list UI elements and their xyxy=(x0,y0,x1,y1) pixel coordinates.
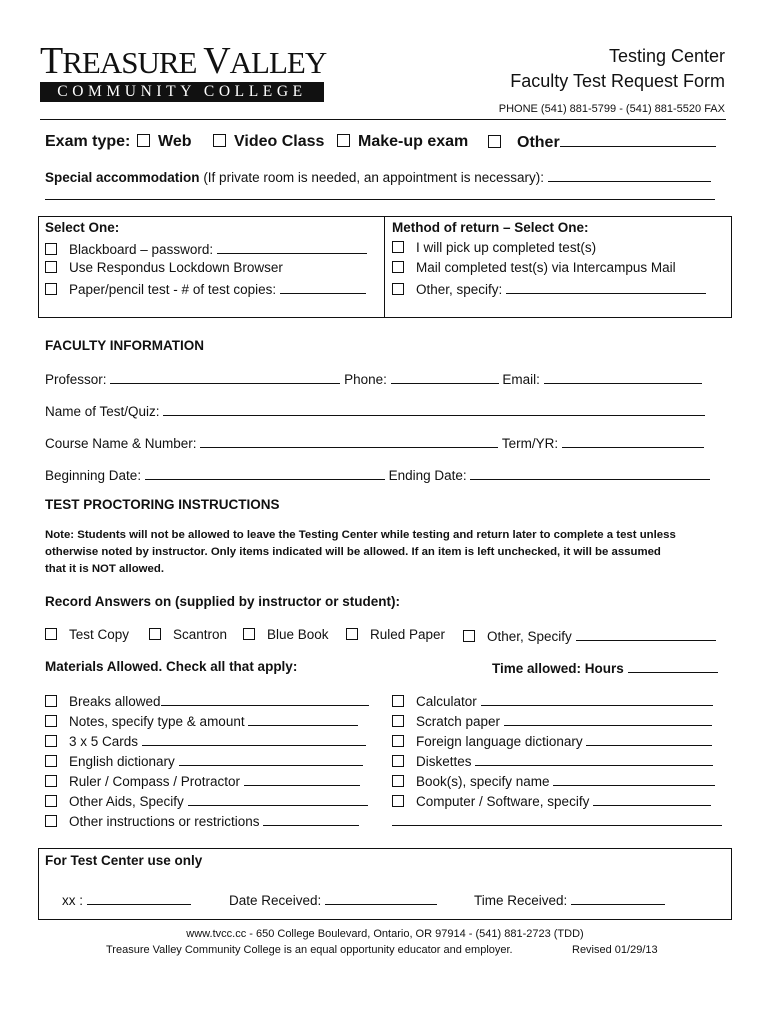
material-calculator[interactable] xyxy=(392,692,713,709)
test-center-date xyxy=(229,891,437,908)
checkbox[interactable] xyxy=(346,628,358,640)
record-other[interactable] xyxy=(463,627,716,644)
exam-type-video-class[interactable] xyxy=(213,133,324,151)
material-notes-label: Notes, specify type & amount xyxy=(69,714,245,729)
exam-type-makeup-label: Make-up exam xyxy=(358,133,469,150)
checkbox[interactable] xyxy=(45,261,57,273)
material-books-label: Book(s), specify name xyxy=(416,774,550,789)
professor-field[interactable] xyxy=(110,370,340,384)
record-scantron[interactable] xyxy=(149,627,227,642)
material-books[interactable] xyxy=(392,772,715,789)
material-other-aids-label: Other Aids, Specify xyxy=(69,794,184,809)
select-paper-pencil-label: Paper/pencil test - # of test copies: xyxy=(69,282,277,297)
time-allowed-field[interactable] xyxy=(628,659,718,673)
checkbox[interactable] xyxy=(392,715,404,727)
exam-type-video-label: Video Class xyxy=(234,133,325,150)
phone-field[interactable] xyxy=(391,370,499,384)
material-computer-label: Computer / Software, specify xyxy=(416,794,590,809)
exam-type-other-field[interactable] xyxy=(560,133,716,147)
professor-label: Professor: xyxy=(45,372,107,387)
logo-text: ALLEY xyxy=(229,45,327,80)
begin-date-field[interactable] xyxy=(145,466,385,480)
date-received-field[interactable] xyxy=(325,891,437,905)
record-heading: Record Answers on (supplied by instructor or student): xyxy=(45,594,401,609)
header-phone: PHONE (541) 881-5799 - (541) 881-5520 FAX xyxy=(498,103,725,115)
test-name-row xyxy=(45,402,705,419)
materials-heading: Materials Allowed. Check all that apply: xyxy=(45,659,298,674)
checkbox[interactable] xyxy=(45,715,57,727)
dates-row xyxy=(45,466,710,483)
method-return-title: Method of return – Select One: xyxy=(392,220,589,235)
record-blue-book-label: Blue Book xyxy=(267,627,329,642)
proctoring-note-2: otherwise noted by instructor. Only items indicated will be allowed. If an item is left unchecked, it will be assumed xyxy=(45,546,661,558)
proctoring-note-3: that it is NOT allowed. xyxy=(45,563,164,575)
checkbox[interactable] xyxy=(392,735,404,747)
logo-banner: COMMUNITY COLLEGE xyxy=(40,82,324,102)
material-scratch-paper-label: Scratch paper xyxy=(416,714,501,729)
record-ruled-paper[interactable] xyxy=(346,627,445,642)
record-test-copy[interactable] xyxy=(45,627,129,642)
return-pickup[interactable] xyxy=(392,240,596,255)
material-computer[interactable] xyxy=(392,792,711,809)
select-respondus[interactable] xyxy=(45,260,283,275)
header-title: Testing Center xyxy=(608,46,725,66)
proctoring-note-1: Note: Students will not be allowed to leave the Testing Center while testing and return later to complete a test unless xyxy=(45,529,676,541)
course-field[interactable] xyxy=(200,434,498,448)
test-center-heading: For Test Center use only xyxy=(45,853,203,868)
material-ruler[interactable] xyxy=(45,772,360,789)
checkbox[interactable] xyxy=(45,755,57,767)
special-accommodation-label: Special accommodation xyxy=(45,170,200,185)
faculty-heading: FACULTY INFORMATION xyxy=(45,338,204,353)
exam-type-label: Exam type: xyxy=(45,133,131,150)
proctoring-heading: TEST PROCTORING INSTRUCTIONS xyxy=(45,497,280,512)
begin-date-label: Beginning Date: xyxy=(45,468,142,483)
special-accommodation-field[interactable] xyxy=(548,168,711,182)
checkbox[interactable] xyxy=(392,695,404,707)
test-copies-field[interactable] xyxy=(280,280,366,294)
material-scratch-paper[interactable] xyxy=(392,712,712,729)
return-other-field[interactable] xyxy=(506,280,706,294)
material-cards-label: 3 x 5 Cards xyxy=(69,734,139,749)
email-field[interactable] xyxy=(544,370,702,384)
exam-type-other-label: Other xyxy=(517,134,560,151)
time-received-field[interactable] xyxy=(571,891,665,905)
email-label: Email: xyxy=(502,372,540,387)
footer-eeo: Treasure Valley Community College is an equal opportunity educator and employer. xyxy=(106,944,513,956)
checkbox[interactable] xyxy=(392,775,404,787)
material-calculator-label: Calculator xyxy=(416,694,477,709)
exam-type-web-label: Web xyxy=(158,133,192,150)
material-scratch-paper-field[interactable] xyxy=(504,712,712,726)
exam-type-other[interactable] xyxy=(488,133,716,152)
material-diskettes-label: Diskettes xyxy=(416,754,472,769)
term-label: Term/YR: xyxy=(501,436,559,451)
material-notes[interactable] xyxy=(45,712,358,729)
material-computer-field[interactable] xyxy=(593,792,711,806)
material-diskettes-field[interactable] xyxy=(475,752,713,766)
checkbox[interactable] xyxy=(392,241,404,253)
test-name-field[interactable] xyxy=(163,402,705,416)
select-blackboard[interactable] xyxy=(45,240,367,257)
special-accommodation-row xyxy=(45,168,711,185)
material-ruler-field[interactable] xyxy=(244,772,360,786)
select-respondus-label: Use Respondus Lockdown Browser xyxy=(69,260,283,275)
checkbox[interactable] xyxy=(392,283,404,295)
material-english-dictionary-field[interactable] xyxy=(179,752,363,766)
end-date-field[interactable] xyxy=(470,466,710,480)
special-accommodation-text: (If private room is needed, an appointment is necessary): xyxy=(203,170,544,185)
checkbox[interactable] xyxy=(45,775,57,787)
course-label: Course Name & Number: xyxy=(45,436,197,451)
material-other-instructions[interactable] xyxy=(45,812,359,829)
material-other-instructions-field[interactable] xyxy=(263,812,359,826)
checkbox[interactable] xyxy=(392,261,404,273)
college-logo-wordmark xyxy=(40,42,326,82)
special-accommodation-field-2[interactable] xyxy=(45,199,715,200)
exam-type-row xyxy=(45,133,130,151)
checkbox[interactable] xyxy=(45,695,57,707)
record-ruled-paper-label: Ruled Paper xyxy=(370,627,446,642)
xx-label: xx : xyxy=(62,893,84,908)
test-center-xx xyxy=(62,891,191,908)
checkbox[interactable] xyxy=(488,135,501,148)
select-paper-pencil[interactable] xyxy=(45,280,366,297)
record-other-label: Other, Specify xyxy=(487,629,572,644)
logo-text: REASURE xyxy=(62,45,204,80)
select-blackboard-label: Blackboard – password: xyxy=(69,242,214,257)
header-divider xyxy=(40,119,726,120)
exam-type-makeup[interactable] xyxy=(337,133,468,151)
record-scantron-label: Scantron xyxy=(173,627,228,642)
material-foreign-dictionary[interactable] xyxy=(392,732,712,749)
footer-revised: Revised 01/29/13 xyxy=(572,944,658,956)
logo-letter: V xyxy=(203,40,230,82)
record-blue-book[interactable] xyxy=(243,627,329,642)
return-other-label: Other, specify: xyxy=(416,282,503,297)
material-foreign-dictionary-field[interactable] xyxy=(586,732,712,746)
return-other[interactable] xyxy=(392,280,706,297)
material-calculator-field[interactable] xyxy=(481,692,713,706)
material-ruler-label: Ruler / Compass / Protractor xyxy=(69,774,241,789)
test-center-time xyxy=(474,891,665,908)
blackboard-password-field[interactable] xyxy=(217,240,367,254)
checkbox[interactable] xyxy=(392,795,404,807)
xx-field[interactable] xyxy=(87,891,191,905)
material-breaks-field[interactable] xyxy=(161,692,369,706)
material-cards[interactable] xyxy=(45,732,366,749)
professor-row xyxy=(45,370,702,387)
checkbox[interactable] xyxy=(149,628,161,640)
material-breaks[interactable] xyxy=(45,692,369,709)
checkbox[interactable] xyxy=(45,283,57,295)
footer-contact: www.tvcc.cc - 650 College Boulevard, Ontario, OR 97914 - (541) 881-2723 (TDD) xyxy=(186,928,584,940)
phone-label: Phone: xyxy=(344,372,387,387)
material-books-field[interactable] xyxy=(553,772,715,786)
box-divider xyxy=(384,217,385,317)
checkbox[interactable] xyxy=(45,628,57,640)
term-field[interactable] xyxy=(562,434,704,448)
material-other-aids[interactable] xyxy=(45,792,368,809)
material-other-instructions-label: Other instructions or restrictions xyxy=(69,814,260,829)
checkbox[interactable] xyxy=(45,243,57,255)
checkbox[interactable] xyxy=(337,134,350,147)
end-date-label: Ending Date: xyxy=(388,468,467,483)
logo-letter: T xyxy=(40,40,63,82)
material-notes-field[interactable] xyxy=(248,712,358,726)
exam-type-web[interactable] xyxy=(137,133,191,151)
checkbox[interactable] xyxy=(45,735,57,747)
return-mail-label: Mail completed test(s) via Intercampus Mail xyxy=(416,260,676,275)
checkbox[interactable] xyxy=(463,630,475,642)
test-name-label: Name of Test/Quiz: xyxy=(45,404,160,419)
record-test-copy-label: Test Copy xyxy=(69,627,130,642)
material-diskettes[interactable] xyxy=(392,752,713,769)
checkbox[interactable] xyxy=(45,795,57,807)
time-allowed-label: Time allowed: Hours xyxy=(492,661,624,676)
checkbox[interactable] xyxy=(137,134,150,147)
return-pickup-label: I will pick up completed test(s) xyxy=(416,240,597,255)
course-row xyxy=(45,434,704,451)
material-other-aids-field[interactable] xyxy=(188,792,368,806)
date-received-label: Date Received: xyxy=(229,893,322,908)
material-breaks-label: Breaks allowed xyxy=(69,694,161,709)
record-other-field[interactable] xyxy=(576,627,716,641)
time-received-label: Time Received: xyxy=(474,893,568,908)
header-subtitle: Faculty Test Request Form xyxy=(510,71,725,91)
return-mail[interactable] xyxy=(392,260,676,275)
checkbox[interactable] xyxy=(392,755,404,767)
material-english-dictionary[interactable] xyxy=(45,752,363,769)
time-allowed xyxy=(492,659,718,676)
checkbox[interactable] xyxy=(45,815,57,827)
checkbox[interactable] xyxy=(213,134,226,147)
select-one-title: Select One: xyxy=(45,220,120,235)
checkbox[interactable] xyxy=(243,628,255,640)
material-cards-field[interactable] xyxy=(142,732,366,746)
material-english-dictionary-label: English dictionary xyxy=(69,754,175,769)
material-foreign-dictionary-label: Foreign language dictionary xyxy=(416,734,583,749)
material-extra-field[interactable] xyxy=(392,825,722,826)
